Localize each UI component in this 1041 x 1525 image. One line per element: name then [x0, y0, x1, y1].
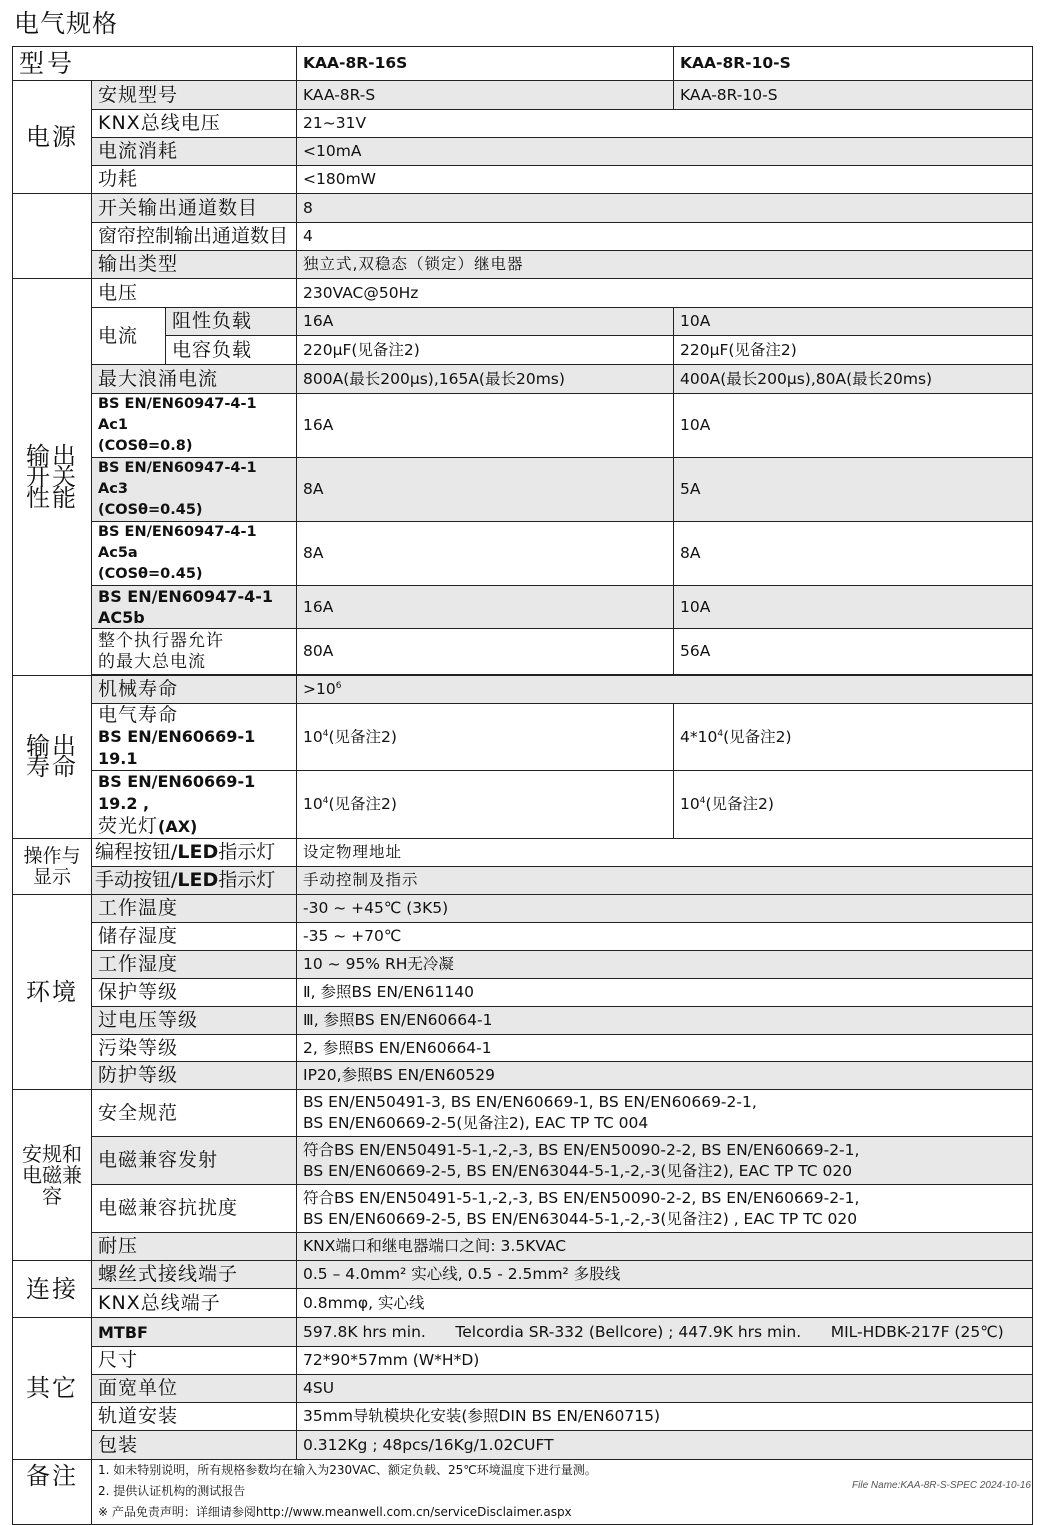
row-label: 电压: [92, 279, 297, 308]
table-row: [13, 1403, 1033, 1431]
row-label: 电流: [92, 308, 166, 365]
table-row: [13, 279, 1033, 308]
row-label: 面宽单位: [92, 1375, 297, 1403]
table-row: [13, 1431, 1033, 1460]
row-label: MTBF: [92, 1318, 297, 1347]
row-label: 工作湿度: [92, 951, 297, 979]
table-row: [13, 895, 1033, 923]
file-name-footer: File Name:KAA-8R-S-SPEC 2024-10-16: [852, 1480, 1031, 1491]
spec-table: [12, 46, 1033, 1525]
category-connection: 连接: [13, 1261, 92, 1318]
cell-value: 4: [297, 223, 1033, 251]
row-label: BS EN/EN60947-4-1 Ac3 (COSθ=0.45): [92, 458, 297, 522]
cell-value: $>10^6$: [297, 676, 1033, 704]
model-label: 型号: [13, 47, 297, 81]
row-label: 保护等级: [92, 979, 297, 1007]
cell-value: <10mA: [297, 138, 1033, 166]
row-label: KNX总线端子: [92, 1289, 297, 1318]
note-line: 1. 如未特别说明，所有规格参数均在输入为230VAC、额定负载、25℃环境温度下进行量测。: [98, 1463, 597, 1477]
category-emc: 安规和 电磁兼容: [13, 1090, 92, 1261]
row-label: BS EN/EN60947-4-1 Ac1 (COSθ=0.8): [92, 394, 297, 458]
cell-value: 400A(最长200μs),80A(最长20ms): [674, 365, 1033, 394]
page-title: 电气规格: [14, 9, 119, 38]
table-row: [13, 1185, 1033, 1233]
cell-value: <180mW: [297, 166, 1033, 194]
cell-value: 符合BS EN/EN50491-5-1,-2,-3, BS EN/EN50090-2-2, BS EN/EN60669-2-1, BS EN/EN60669-2-5, BS EN/EN63044-5-1,-2,-3(见备注2) , EAC TP TC 020: [297, 1185, 1033, 1233]
cell-value: 8: [297, 194, 1033, 223]
cell-value: IP20,参照BS EN/EN60529: [297, 1062, 1033, 1090]
table-row: [13, 308, 1033, 336]
row-label: KNX总线电压: [92, 110, 297, 138]
table-row: [13, 522, 1033, 586]
cell-value: Ⅱ, 参照BS EN/EN61140: [297, 979, 1033, 1007]
row-label: 电磁兼容发射: [92, 1137, 297, 1185]
model-col2: KAA-8R-10-S: [674, 47, 1033, 81]
table-row: [13, 923, 1033, 951]
category-environment: 环境: [13, 895, 92, 1090]
table-row: [13, 676, 1033, 704]
table-row: [13, 1035, 1033, 1062]
cell-value: KAA-8R-10-S: [674, 81, 1033, 110]
row-label: 污染等级: [92, 1035, 297, 1062]
row-label: 开关输出通道数目: [92, 194, 297, 223]
cell-value: 8A: [297, 522, 674, 586]
table-row: [13, 629, 1033, 675]
cell-value: 8A: [674, 522, 1033, 586]
row-label: 电气寿命 BS EN/EN60669-1 19.1: [92, 704, 297, 771]
table-row: [13, 839, 1033, 867]
row-label: 功耗: [92, 166, 297, 194]
cell-value: 0.5 – 4.0mm² 实心线, 0.5 - 2.5mm² 多股线: [297, 1261, 1033, 1289]
cell-value: $10^4$(见备注2): [297, 771, 674, 839]
table-row: [13, 1090, 1033, 1137]
table-row: [13, 704, 1033, 771]
table-row: [13, 1062, 1033, 1090]
cell-value: 16A: [297, 394, 674, 458]
row-label: 整个执行器允许 的最大总电流: [92, 629, 297, 675]
row-label: 安全规范: [92, 1090, 297, 1137]
cell-value: 220μF(见备注2): [297, 336, 674, 365]
cell-value: 230VAC@50Hz: [297, 279, 1033, 308]
row-label: 尺寸: [92, 1347, 297, 1375]
table-row: [13, 867, 1033, 895]
cell-value: 80A: [297, 629, 674, 675]
table-row: [13, 166, 1033, 194]
row-label: 窗帘控制输出通道数目: [92, 223, 297, 251]
row-label: 储存湿度: [92, 923, 297, 951]
row-label: BS EN/EN60947-4-1 AC5b: [92, 586, 297, 629]
table-row: [13, 138, 1033, 166]
row-label: 最大浪涌电流: [92, 365, 297, 394]
row-label: 阻性负载: [166, 308, 297, 336]
table-row: [13, 1375, 1033, 1403]
table-header-row: [13, 47, 1033, 81]
row-label: 电磁兼容抗扰度: [92, 1185, 297, 1233]
cell-value: 16A: [297, 586, 674, 629]
table-row: [13, 586, 1033, 629]
cell-value: 597.8K hrs min. Telcordia SR-332 (Bellcore) ; 447.9K hrs min. MIL-HDBK-217F (25℃): [297, 1318, 1033, 1347]
cell-value: 16A: [297, 308, 674, 336]
row-label: 电容负载: [166, 336, 297, 365]
table-row: [13, 951, 1033, 979]
table-row: [13, 458, 1033, 522]
cell-value: $10^4$(见备注2): [297, 704, 674, 771]
table-row: [13, 771, 1033, 839]
table-row: [13, 1233, 1033, 1261]
row-label: 螺丝式接线端子: [92, 1261, 297, 1289]
row-label: 编程按钮/LED指示灯: [92, 839, 297, 867]
cell-value: 10A: [674, 586, 1033, 629]
category-others: 其它: [13, 1318, 92, 1460]
table-row: [13, 1318, 1033, 1347]
table-row: [13, 223, 1033, 251]
model-col1: KAA-8R-16S: [297, 47, 674, 81]
cell-value: KNX端口和继电器端口之间: 3.5KVAC: [297, 1233, 1033, 1261]
table-row: [13, 1347, 1033, 1375]
cell-value: 设定物理地址: [297, 839, 1033, 867]
table-row: [13, 1137, 1033, 1185]
cell-value: 8A: [297, 458, 674, 522]
cell-value: $4*10^4$(见备注2): [674, 704, 1033, 771]
cell-value: 220μF(见备注2): [674, 336, 1033, 365]
row-label: 手动按钮/LED指示灯: [92, 867, 297, 895]
table-row: [13, 194, 1033, 223]
cell-value: 72*90*57mm (W*H*D): [297, 1347, 1033, 1375]
cell-value: 5A: [674, 458, 1033, 522]
note-line: ※ 产品免责声明：详细请参阅http://www.meanwell.com.cn/serviceDisclaimer.aspx: [98, 1505, 572, 1519]
category-switching: 输出 开关 性能: [13, 279, 92, 676]
cell-value: BS EN/EN50491-3, BS EN/EN60669-1, BS EN/EN60669-2-1, BS EN/EN60669-2-5(见备注2), EAC TP TC 004: [297, 1090, 1033, 1137]
cell-value: 4SU: [297, 1375, 1033, 1403]
row-label: 安规型号: [92, 81, 297, 110]
table-row: [13, 394, 1033, 458]
table-row: [13, 979, 1033, 1007]
row-label: 轨道安装: [92, 1403, 297, 1431]
row-label: 过电压等级: [92, 1007, 297, 1035]
table-row: [13, 1460, 1033, 1525]
row-label: BS EN/EN60669-1 19.2 , 荧光灯(AX): [92, 771, 297, 839]
row-label: 机械寿命: [92, 676, 297, 704]
cell-value: Ⅲ, 参照BS EN/EN60664-1: [297, 1007, 1033, 1035]
cell-value: 10 ~ 95% RH无冷凝: [297, 951, 1033, 979]
cell-value: 独立式,双稳态（锁定）继电器: [297, 251, 1033, 279]
table-row: [13, 336, 1033, 365]
row-label: 防护等级: [92, 1062, 297, 1090]
row-label: 包装: [92, 1431, 297, 1460]
cell-value: 56A: [674, 629, 1033, 675]
cell-value: 800A(最长200μs),165A(最长20ms): [297, 365, 674, 394]
cell-value: -35 ~ +70℃: [297, 923, 1033, 951]
category-notes: 备注: [13, 1460, 92, 1525]
table-row: [13, 1289, 1033, 1318]
row-label: BS EN/EN60947-4-1 Ac5a (COSθ=0.45): [92, 522, 297, 586]
category-life: 输出 寿命: [13, 676, 92, 839]
cell-value: 2, 参照BS EN/EN60664-1: [297, 1035, 1033, 1062]
cell-value: 符合BS EN/EN50491-5-1,-2,-3, BS EN/EN50090-2-2, BS EN/EN60669-2-1, BS EN/EN60669-2-5, BS EN/EN63044-5-1,-2,-3(见备注2), EAC TP TC 020: [297, 1137, 1033, 1185]
cell-value: 10A: [674, 308, 1033, 336]
row-label: 工作温度: [92, 895, 297, 923]
table-row: [13, 251, 1033, 279]
cell-value: $10^4$(见备注2): [674, 771, 1033, 839]
cell-value: KAA-8R-S: [297, 81, 674, 110]
cell-value: -30 ~ +45℃ (3K5): [297, 895, 1033, 923]
table-row: [13, 1261, 1033, 1289]
cell-value: 21~31V: [297, 110, 1033, 138]
category-power: 电源: [13, 81, 92, 194]
note-line: 2. 提供认证机构的测试报告: [98, 1484, 246, 1498]
cell-value: 0.8mmφ, 实心线: [297, 1289, 1033, 1318]
table-row: [13, 365, 1033, 394]
row-label: 输出类型: [92, 251, 297, 279]
cell-value: 手动控制及指示: [297, 867, 1033, 895]
row-label: 电流消耗: [92, 138, 297, 166]
category-operation: 操作与 显示: [13, 839, 92, 895]
cell-value: 10A: [674, 394, 1033, 458]
row-label: 耐压: [92, 1233, 297, 1261]
category-channels: [13, 194, 92, 279]
notes-cell: [92, 1460, 1033, 1525]
table-row: [13, 1007, 1033, 1035]
cell-value: 0.312Kg ; 48pcs/16Kg/1.02CUFT: [297, 1431, 1033, 1460]
table-row: [13, 81, 1033, 110]
cell-value: 35mm导轨模块化安装(参照DIN BS EN/EN60715): [297, 1403, 1033, 1431]
table-row: [13, 110, 1033, 138]
